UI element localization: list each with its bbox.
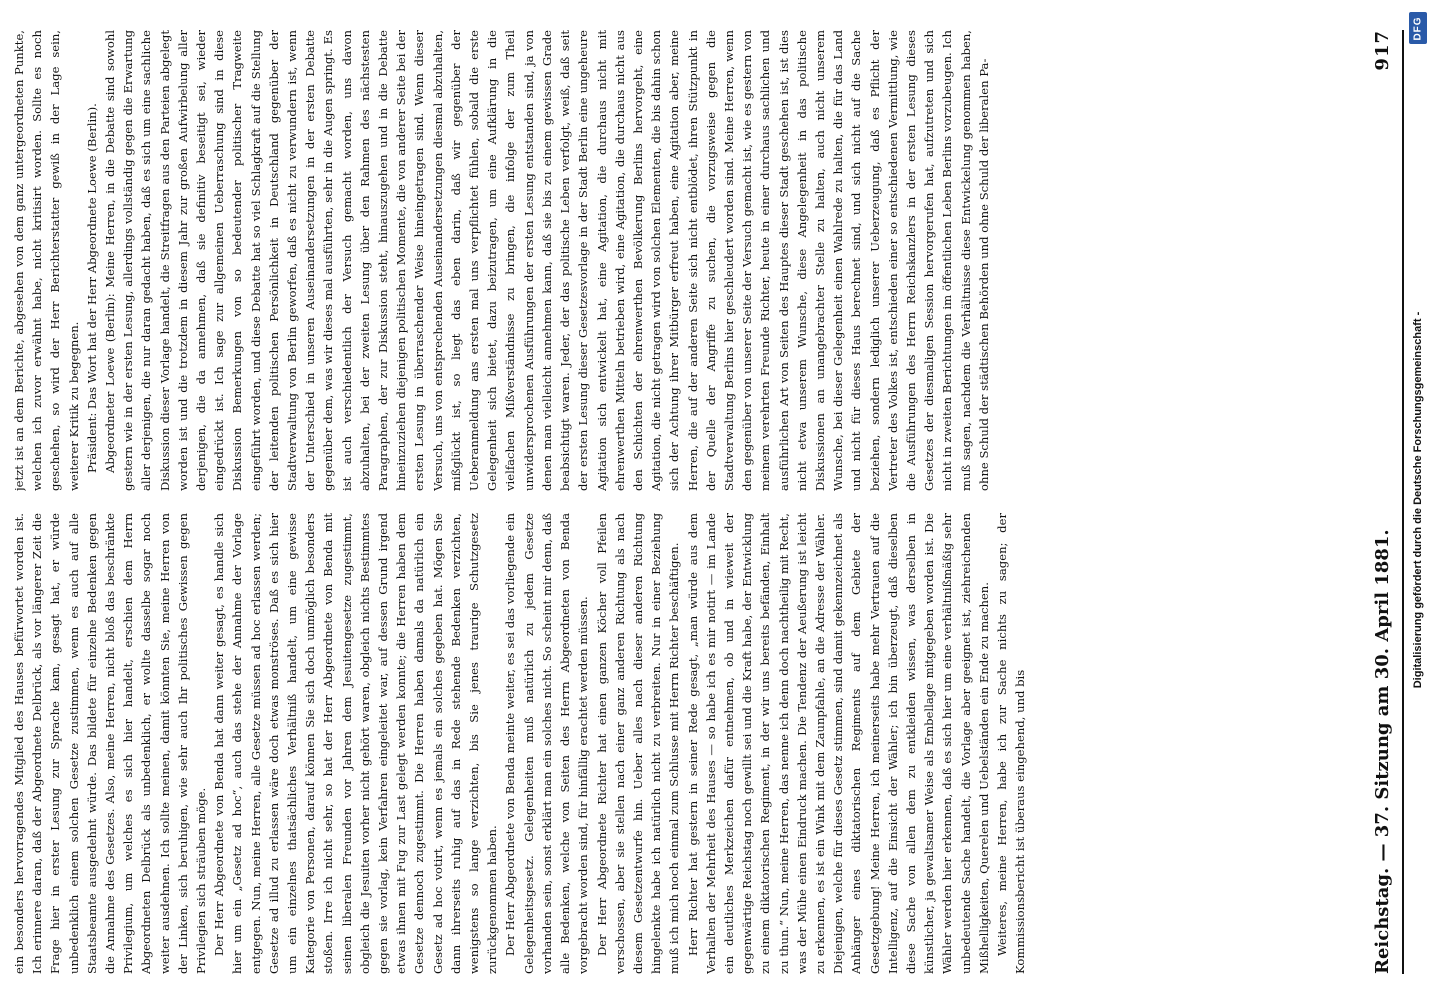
paragraph: Der Herr Abgeordnete Richter hat einen ganzen Köcher voll Pfeilen verschossen, aber sie stellen nach einer ganz anderen Richtung als nach diesem Gesetzentwurfe hin. Ueber alles nach dieser anderen Richtung hingelenkte habe ich natürlich nicht zu verbreiten. Nur in einer Beziehung muß ich mich noch einmal zum Schlusse mit Herrn Richter beschäftigen. <box>594 513 682 974</box>
page-number: 917 <box>1371 30 1393 71</box>
paragraph: Herr Richter hat gestern in seiner Rede gesagt, „man würde aus dem Verhalten der Mehrheit des Hauses — so habe ich es mir notirt — im Lande ein deutliches Merkzeichen dafür entnehmen, ob und in wieweit der gegenwärtige Reichstag noch gewillt sei und die Kraft habe, der Entwicklung zu einem diktatorischen Regiment, in der wir uns bereits befänden, Einhalt zu thun.“ Nun, meine Herren, das nenne ich denn doch nachtheilig mit Recht, was der Mühe einen Eindruck machen. Die Tendenz der Aeußerung ist leicht zu erkennen, es ist ein Wink mit dem Zaunpfahle, an die Adresse der Wähler. Diejenigen, welche für dieses Gesetz stimmen, sind damit gekennzeichnet als Anhänger eines diktatorischen Regiments auf dem Gebiete der Gesetzgebung! Meine Herren, ich meinerseits habe mehr Vertrauen auf die Intelligenz, auf die Einsicht der Wähler; ich bin überzeugt, daß dieselben diese Sache von allen dem zu entkleiden wissen, was derselben in künstlicher, ja gewaltsamer Weise als Embellage mitgegeben worden ist. Die Wähler werden hier erkennen, daß es sich hier um eine verhältnißmäßig sehr unbedeutende Sache handelt, die Vorlage aber geeignet ist, ziehreichenden Mißhelligkeiten, Querelen und Uebelständen ein Ende zu machen. <box>685 513 991 974</box>
page-header <box>1362 30 1404 974</box>
paragraph: Der Herr Abgeordnete von Benda hat dann weiter gesagt, es handle sich hier um ein „Gesetz ad hoc“, auch das stehe der Annahme der Vorlage entgegen. Nun, meine Herren, alle Gesetze müssen ad hoc erlassen werden; Gesetze ad illud zu erlassen wäre doch etwas monströses. Daß es sich hier um ein einzelnes thatsächliches Verhältniß handelt, um eine gewisse Kategorie von Personen, darauf können Sie sich doch unmöglich besonders stoßen. Irre ich nicht sehr, so hat der Herr Abgeordnete von Benda mit seinen liberalen Freunden vor Jahren dem Jesuitengesetze zugestimmt, obgleich die Jesuiten vorher nicht gehört waren, obgleich nichts Bestimmtes gegen sie vorlag, kein Verfahren eingeleitet war, auf dessen Grund irgend etwas ihnen mit Fug zur Last gelegt werden konnte; die Herren haben dem Gesetze dennoch zugestimmt. Die Herren haben damals da natürlich ein Gesetz ad hoc votirt, wenn es jemals ein solches gegeben hat. Mögen Sie dann ihrerseits ruhig auf das in Rede stehende Bedenken verzichten, wenigstens so lange verzichten, bis Sie jenes traurige Schutzgesetz zurückgenommen haben. <box>212 513 500 974</box>
dfg-logo: DFG <box>1409 12 1427 44</box>
paragraph: ein besonders hervorragendes Mitglied des Hauses befürwortet worden ist. Ich erinnere daran, daß der Abgeordnete Delbrück, als vor längerer Zeit die Frage hier in erster Lesung zur Sprache kam, gesagt hat, er würde unbedenklich einem solchen Gesetze zustimmen, wenn es auch auf alle Staatsbeamte ausgedehnt würde. Das bildete für einzelne Bedenken gegen die Annahme des Gesetzes. Also, meine Herren, nicht bloß das beschränkte Privilegium, um welches es sich hier handelt, erschien dem Herrn Abgeordneten Delbrück als unbedenklich, er wollte dasselbe sogar noch weiter ausdehnen. Ich sollte meinen, damit könnten Sie, meine Herren von der Linken, sich beruhigen, wie sehr auch Ihr politisches Gewissen gegen Privilegien sich sträuben möge. <box>12 513 209 974</box>
right-column <box>10 30 1355 491</box>
paragraph: Abgeordneter Loewe (Berlin): Meine Herren, in die Debatte sind sowohl gestern wie in der ersten Lesung, allerdings vollständig gegen die Erwartung aller derjenigen, die nur daran gedacht haben, daß es sich um eine sachliche Diskussion dieser Vorlage handelt, die Streitfragen aus den Parteien abgelegt worden ist und die trotzdem in diesem Jahr zur großen Aufwirbelung aller derjenigen, die da annehmen, daß sie definitiv beseitigt sei, wieder eingedrückt ist. Ich sage zur allgemeinen Ueberraschung sind in diese Diskussion Bemerkungen von so bedeutender politischer Tragweite eingeführt worden, und diese Debatte hat so viel Schlagkraft auf die Stellung der leitenden politischen Persönlichkeit in Deutschland gegenüber der Stadtverwaltung von Berlin geworfen, daß es nicht zu verwundern ist, wenn der Unterschied in unseren Auseinandersetzungen in der ersten Debatte gegenüber dem, was wir dieses mal ausführten, sehr in die Augen springt. Es ist auch verschiedentlich der Versuch gemacht worden, uns davon abzuhalten, bei der zweiten Lesung über den Rahmen des nächstesten Paragraphen, der zur Diskussion steht, hinauszugehen und in die Debatte hineinzuziehen diejenigen politischen Momente, die von anderer Seite bei der ersten Lesung in überraschender Weise hineingetragen sind. Wenn dieser Versuch, uns von entsprechenden Auseinandersetzungen diesmal abzuhalten, mißglückt ist, so liegt das eben darin, daß wir gegenüber der Ueberanmeldung ans ersten mal uns verpflichtet fühlen, sobald die erste Gelegenheit sich bietet, dazu beizutragen, um eine Aufklärung in die vielfachen Mißverständnisse zu bringen, die infolge der zum Theil unwidersprochenen Ausführungen der ersten Lesung entstanden sind, ja von denen man vielleicht annehmen kann, daß sie bis zu einem gewissen Grade beabsichtigt waren. Jeder, der das politische Leben verfolgt, weiß, daß seit der ersten Lesung dieser Gesetzesvorlage in der Stadt Berlin eine ungeheure Agitation sich entwickelt hat, eine Agitation, die durchaus nicht mit ehrenwerthen Mitteln betrieben wird, eine Agitation, die durchaus nicht aus den Schichten der ehrenwerthen Bevölkerung Berlins hervorgeht, eine Agitation, die nicht getragen wird von solchen Elementen, die bis dahin schon sich der Achtung ihrer Mitbürger erfreut haben, eine Agitation aber, meine Herren, die auf der anderen Seite sich nicht entblödet, ihren Stützpunkt in der Quelle der Angriffe zu suchen, die vorzugsweise gegen die Stadtverwaltung Berlins hier geschleudert worden sind. Meine Herren, wenn den gegenüber von unserer Seite der Versuch gemacht ist, wie es gestern von meinem verehrten Freunde Richter, heute in einer durchaus sachlichen und ausführlichen Art von Seiten des Hauptes dieser Stadt geschehen ist, ist dies nicht etwa unserem Wunsche, diese Angelegenheit in das politische Diskussionen an unangebrachter Stelle zu halten, auch nicht unserem Wunsche, bei dieser Gelegenheit einen Wahlrede zu halten, die für das Land und nicht für dieses Haus berechnet sind, und sich nicht auf die Sache beziehen, sondern lediglich unserer Ueberzeugung, daß es Pflicht der Vertreter des Volkes ist, entschieden einer so entschiedenen Vermittlung, wie die Ausführungen des Herrn Reichskanzlers in der ersten Lesung dieses Gesetzes der diesmaligen Session hervorgerufen hat, aufzutreten und sich nicht in zweiten Berichtungen im öffentlichen Leben Berlins vorzubeugen. Ich muß sagen, nachdem die Verhältnisse diese Entwickelung genommen haben, ohne Schuld der städtischen Behörden und ohne Schuld der liberalen Pa- <box>103 30 991 491</box>
president-paragraph: Präsident: Das Wort hat der Herr Abgeordnete Loewe (Berlin). <box>84 103 99 473</box>
paragraph: Weiteres, meine Herren, habe ich zur Sache nichts zu sagen; der Kommissionsbericht ist überaus eingehend, und bis <box>994 513 1028 974</box>
paragraph: Der Herr Abgeordnete von Benda meinte weiter, es sei das vorliegende ein Gelegenheitsgesetz. Gelegenheiten muß natürlich zu jedem Gesetze vorhanden sein, sonst erklärt man ein solches nicht. So scheint mir denn, daß alle Bedenken, welche von Seiten des Herrn Abgeordneten von Benda vorgebracht worden sind, für hinfällig erachtet werden müssen. <box>503 513 591 974</box>
text-columns <box>10 30 1355 974</box>
attribution-text: Digitalisierung gefördert durch die Deutsche Forschungsgemeinschaft - <box>1412 311 1424 689</box>
attribution-strip <box>1404 0 1432 1000</box>
header-title: Reichstag. — 37. Sitzung am 30. April 1881. <box>1371 529 1393 974</box>
left-column <box>10 513 1355 974</box>
paragraph: jetzt ist an dem Berichte, abgesehen von dem ganz untergeordneten Punkte, welchen ich zuvor erwähnt habe, nicht kritisirt worden. Sollte es noch geschehen, so wird der Herr Berichterstatter gewiß in der Lage sein, weiterer Kritik zu begegnen. <box>12 30 81 491</box>
